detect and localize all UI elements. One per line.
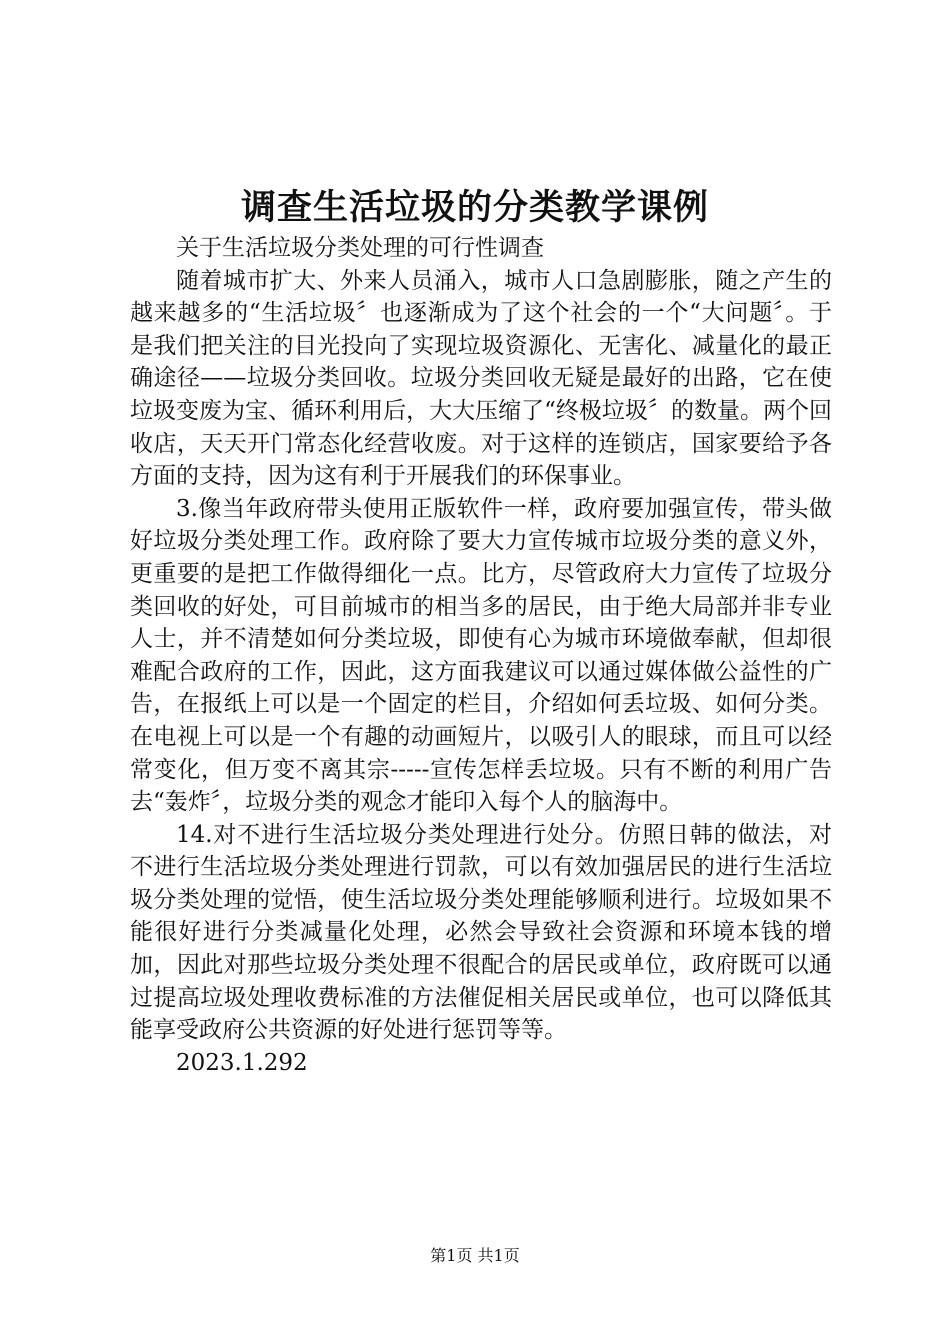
- date-line: 2023.1.292: [176, 1049, 308, 1076]
- document-body: [130, 232, 832, 1079]
- body-paragraph: 3.像当年政府带头使用正版软件一样，政府要加强宣传，带头做好垃圾分类处理工作。政府除了要大力宣传城市垃圾分类的意义外，更重要的是把工作做得细化一点。比方，尽管政府大力宣传了垃圾分类回收的好处，可目前城市的相当多的居民，由于绝大局部并非专业人士，并不清楚如何分类垃圾，即使有心为城市环境做奉献，但却很难配合政府的工作，因此，这方面我建议可以通过媒体做公益性的广告，在报纸上可以是一个固定的栏目，介绍如何丢垃圾、如何分类。在电视上可以是一个有趣的动画短片，以吸引人的眼球，而且可以经常变化，但万变不离其宗-----宣传怎样丢垃圾。只有不断的利用广告去“轰炸〞，垃圾分类的观念才能印入每个人的脑海中。: [130, 495, 832, 816]
- page-footer: 第1页 共1页: [430, 1246, 520, 1265]
- body-paragraph: 随着城市扩大、外来人员涌入，城市人口急剧膨胀，随之产生的越来越多的“生活垃圾〞也逐渐成为了这个社会的一个“大问题〞。于是我们把关注的目光投向了实现垃圾资源化、无害化、减量化的最正确途径——垃圾分类回收。垃圾分类回收无疑是最好的出路，它在使垃圾变废为宝、循环利用后，大大压缩了“终极垃圾〞的数量。两个回收店，天天开门常态化经营收废。对于这样的连锁店，国家要给予各方面的支持，因为这有利于开展我们的环保事业。: [130, 267, 832, 490]
- body-paragraph: 14.对不进行生活垃圾分类处理进行处分。仿照日韩的做法，对不进行生活垃圾分类处理进行罚款，可以有效加强居民的进行生活垃圾分类处理的觉悟，使生活垃圾分类处理能够顺利进行。垃圾如果不能很好进行分类减量化处理，必然会导致社会资源和环境本钱的增加，因此对那些垃圾分类处理不很配合的居民或单位，政府既可以通过提高垃圾处理收费标准的方法催促相关居民或单位，也可以降低其能享受政府公共资源的好处进行惩罚等等。: [130, 821, 832, 1044]
- document-title: 调查生活垃圾的分类教学课例: [240, 187, 709, 228]
- subtitle-paragraph: 关于生活垃圾分类处理的可行性调查: [176, 235, 544, 261]
